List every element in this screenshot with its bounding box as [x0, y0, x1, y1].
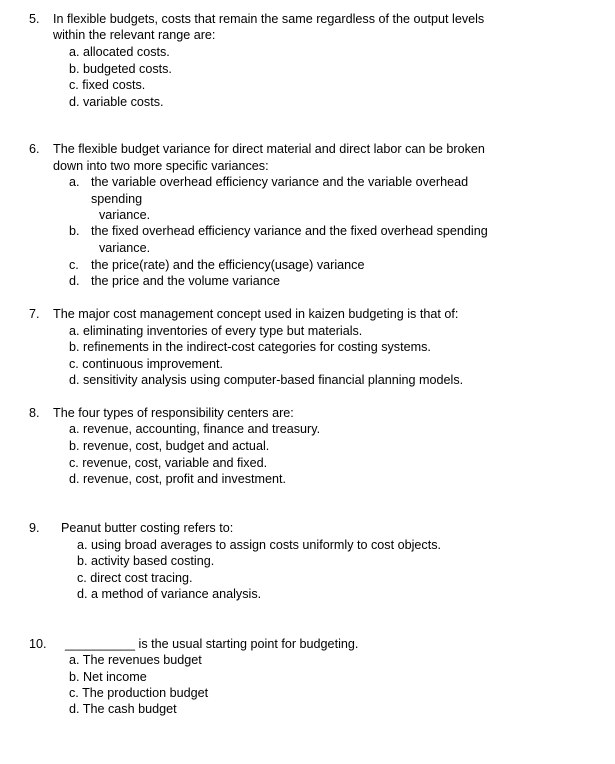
question-8-option-a: a. revenue, accounting, finance and treasury. [69, 422, 321, 436]
question-6-option-b-line-1: the fixed overhead efficiency variance and the fixed overhead spending [91, 224, 488, 238]
question-9-option-a: a. using broad averages to assign costs uniformly to cost objects. [77, 538, 442, 552]
question-6-option-a-letter: a. [69, 175, 80, 189]
question-6-option-d-line-1: the price and the volume variance [91, 274, 281, 288]
question-10-stem-line-1: __________ is the usual starting point for budgeting. [65, 637, 359, 651]
question-10-number: 10. [29, 637, 47, 651]
question-8-number: 8. [29, 406, 40, 420]
question-10-option-b: b. Net income [69, 670, 147, 684]
question-8-option-b: b. revenue, cost, budget and actual. [69, 439, 270, 453]
question-6-stem-line-2: down into two more specific variances: [53, 159, 269, 173]
question-6-number: 6. [29, 142, 40, 156]
question-6-option-d-letter: d. [69, 274, 80, 288]
question-7-option-d: d. sensitivity analysis using computer-based financial planning models. [69, 373, 464, 387]
question-5-stem-line-2: within the relevant range are: [53, 28, 216, 42]
question-9-option-d: d. a method of variance analysis. [77, 587, 262, 601]
question-7-option-b: b. refinements in the indirect-cost categories for costing systems. [69, 340, 431, 354]
question-10-option-c: c. The production budget [69, 686, 209, 700]
question-9-option-b: b. activity based costing. [77, 554, 215, 568]
question-5-option-b: b. budgeted costs. [69, 62, 172, 76]
question-7-option-c: c. continuous improvement. [69, 357, 223, 371]
question-7-number: 7. [29, 307, 40, 321]
question-6-option-b-line-2: variance. [99, 241, 151, 255]
question-6-option-a-line-1: the variable overhead efficiency variance and the variable overhead [91, 175, 469, 189]
question-9-stem-line-1: Peanut butter costing refers to: [61, 521, 234, 535]
question-7-option-a: a. eliminating inventories of every type but materials. [69, 324, 363, 338]
question-5-stem-line-1: In flexible budgets, costs that remain the same regardless of the output levels [53, 12, 485, 26]
question-6-option-a-line-2: spending [91, 192, 143, 206]
question-5-option-a: a. allocated costs. [69, 45, 170, 59]
question-9-option-c: c. direct cost tracing. [77, 571, 193, 585]
question-6-stem-line-1: The flexible budget variance for direct material and direct labor can be broken [53, 142, 485, 156]
question-8-stem-line-1: The four types of responsibility centers are: [53, 406, 294, 420]
question-5-option-d: d. variable costs. [69, 95, 164, 109]
question-6-option-b-letter: b. [69, 224, 80, 238]
question-10-option-d: d. The cash budget [69, 702, 177, 716]
question-10-option-a: a. The revenues budget [69, 653, 202, 667]
question-8-option-c: c. revenue, cost, variable and fixed. [69, 456, 268, 470]
question-7-stem-line-1: The major cost management concept used in kaizen budgeting is that of: [53, 307, 459, 321]
question-9-number: 9. [29, 521, 40, 535]
question-8-option-d: d. revenue, cost, profit and investment. [69, 472, 287, 486]
question-6-option-c-line-1: the price(rate) and the efficiency(usage) variance [91, 258, 365, 272]
question-6-option-c-letter: c. [69, 258, 79, 272]
question-5-number: 5. [29, 12, 40, 26]
question-5-option-c: c. fixed costs. [69, 78, 146, 92]
question-6-option-a-line-3: variance. [99, 208, 151, 222]
